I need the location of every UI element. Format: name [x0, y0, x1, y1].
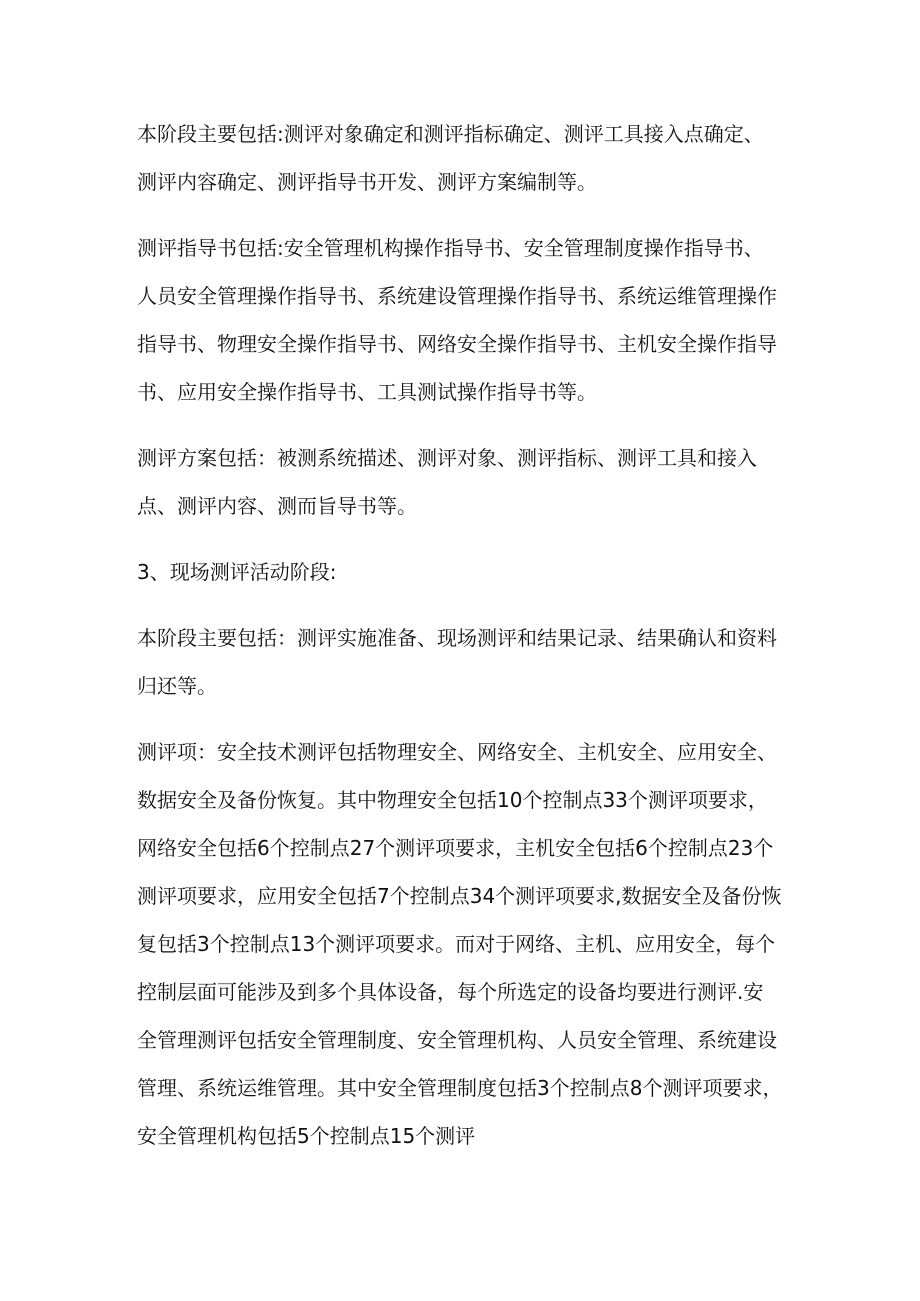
paragraph-test-plan — [137, 434, 789, 530]
text-line: 数据安全及备份恢复。其中物理安全包括10个控制点33个测评项要求， — [137, 788, 768, 812]
text-line: 安全管理机构包括5个控制点15个测评 — [137, 1124, 476, 1148]
text-line: 测评项要求，应用安全包括7个控制点34个测评项要求,数据安全及备份恢 — [137, 884, 782, 908]
text-line: 测评项：安全技术测评包括物理安全、网络安全、主机安全、应用安全、 — [137, 740, 777, 764]
text-line: 测评内容确定、测评指导书开发、测评方案编制等。 — [137, 170, 597, 194]
text-line: 人员安全管理操作指导书、系统建设管理操作指导书、系统运维管理操作 — [137, 284, 777, 308]
text-line: 测评方案包括：被测系统描述、测评对象、测评指标、测评工具和接入 — [137, 446, 757, 470]
document-body — [137, 110, 789, 1160]
text-line: 网络安全包括6个控制点27个测评项要求，主机安全包括6个控制点23个 — [137, 836, 774, 860]
text-line: 本阶段主要包括：测评实施准备、现场测评和结果记录、结果确认和资料 — [137, 626, 777, 650]
text-line: 管理、系统运维管理。其中安全管理制度包括3个控制点8个测评项要求， — [137, 1076, 783, 1100]
text-line: 指导书、物理安全操作指导书、网络安全操作指导书、主机安全操作指导 — [137, 332, 777, 356]
text-line: 复包括3个控制点13个测评项要求。而对于网络、主机、应用安全，每个 — [137, 932, 776, 956]
paragraph-guide-books — [137, 224, 789, 416]
text-line: 点、测评内容、测而旨导书等。 — [137, 494, 417, 518]
text-line: 书、应用安全操作指导书、工具测试操作指导书等。 — [137, 380, 597, 404]
paragraph-onsite-overview — [137, 614, 789, 710]
text-line: 全管理测评包括安全管理制度、安全管理机构、人员安全管理、系统建设 — [137, 1028, 777, 1052]
paragraph-stage-overview — [137, 110, 789, 206]
text-line: 控制层面可能涉及到多个具体设备，每个所选定的设备均要进行测评.安 — [137, 980, 764, 1004]
text-line: 测评指导书包括:安全管理机构操作指导书、安全管理制度操作指导书、 — [137, 236, 764, 260]
section-heading-onsite-stage — [137, 548, 789, 596]
paragraph-test-items — [137, 728, 789, 1160]
text-line: 3、现场测评活动阶段: — [137, 560, 337, 584]
text-line: 归还等。 — [137, 674, 217, 698]
text-line: 本阶段主要包括:测评对象确定和测评指标确定、测评工具接入点确定、 — [137, 122, 764, 146]
